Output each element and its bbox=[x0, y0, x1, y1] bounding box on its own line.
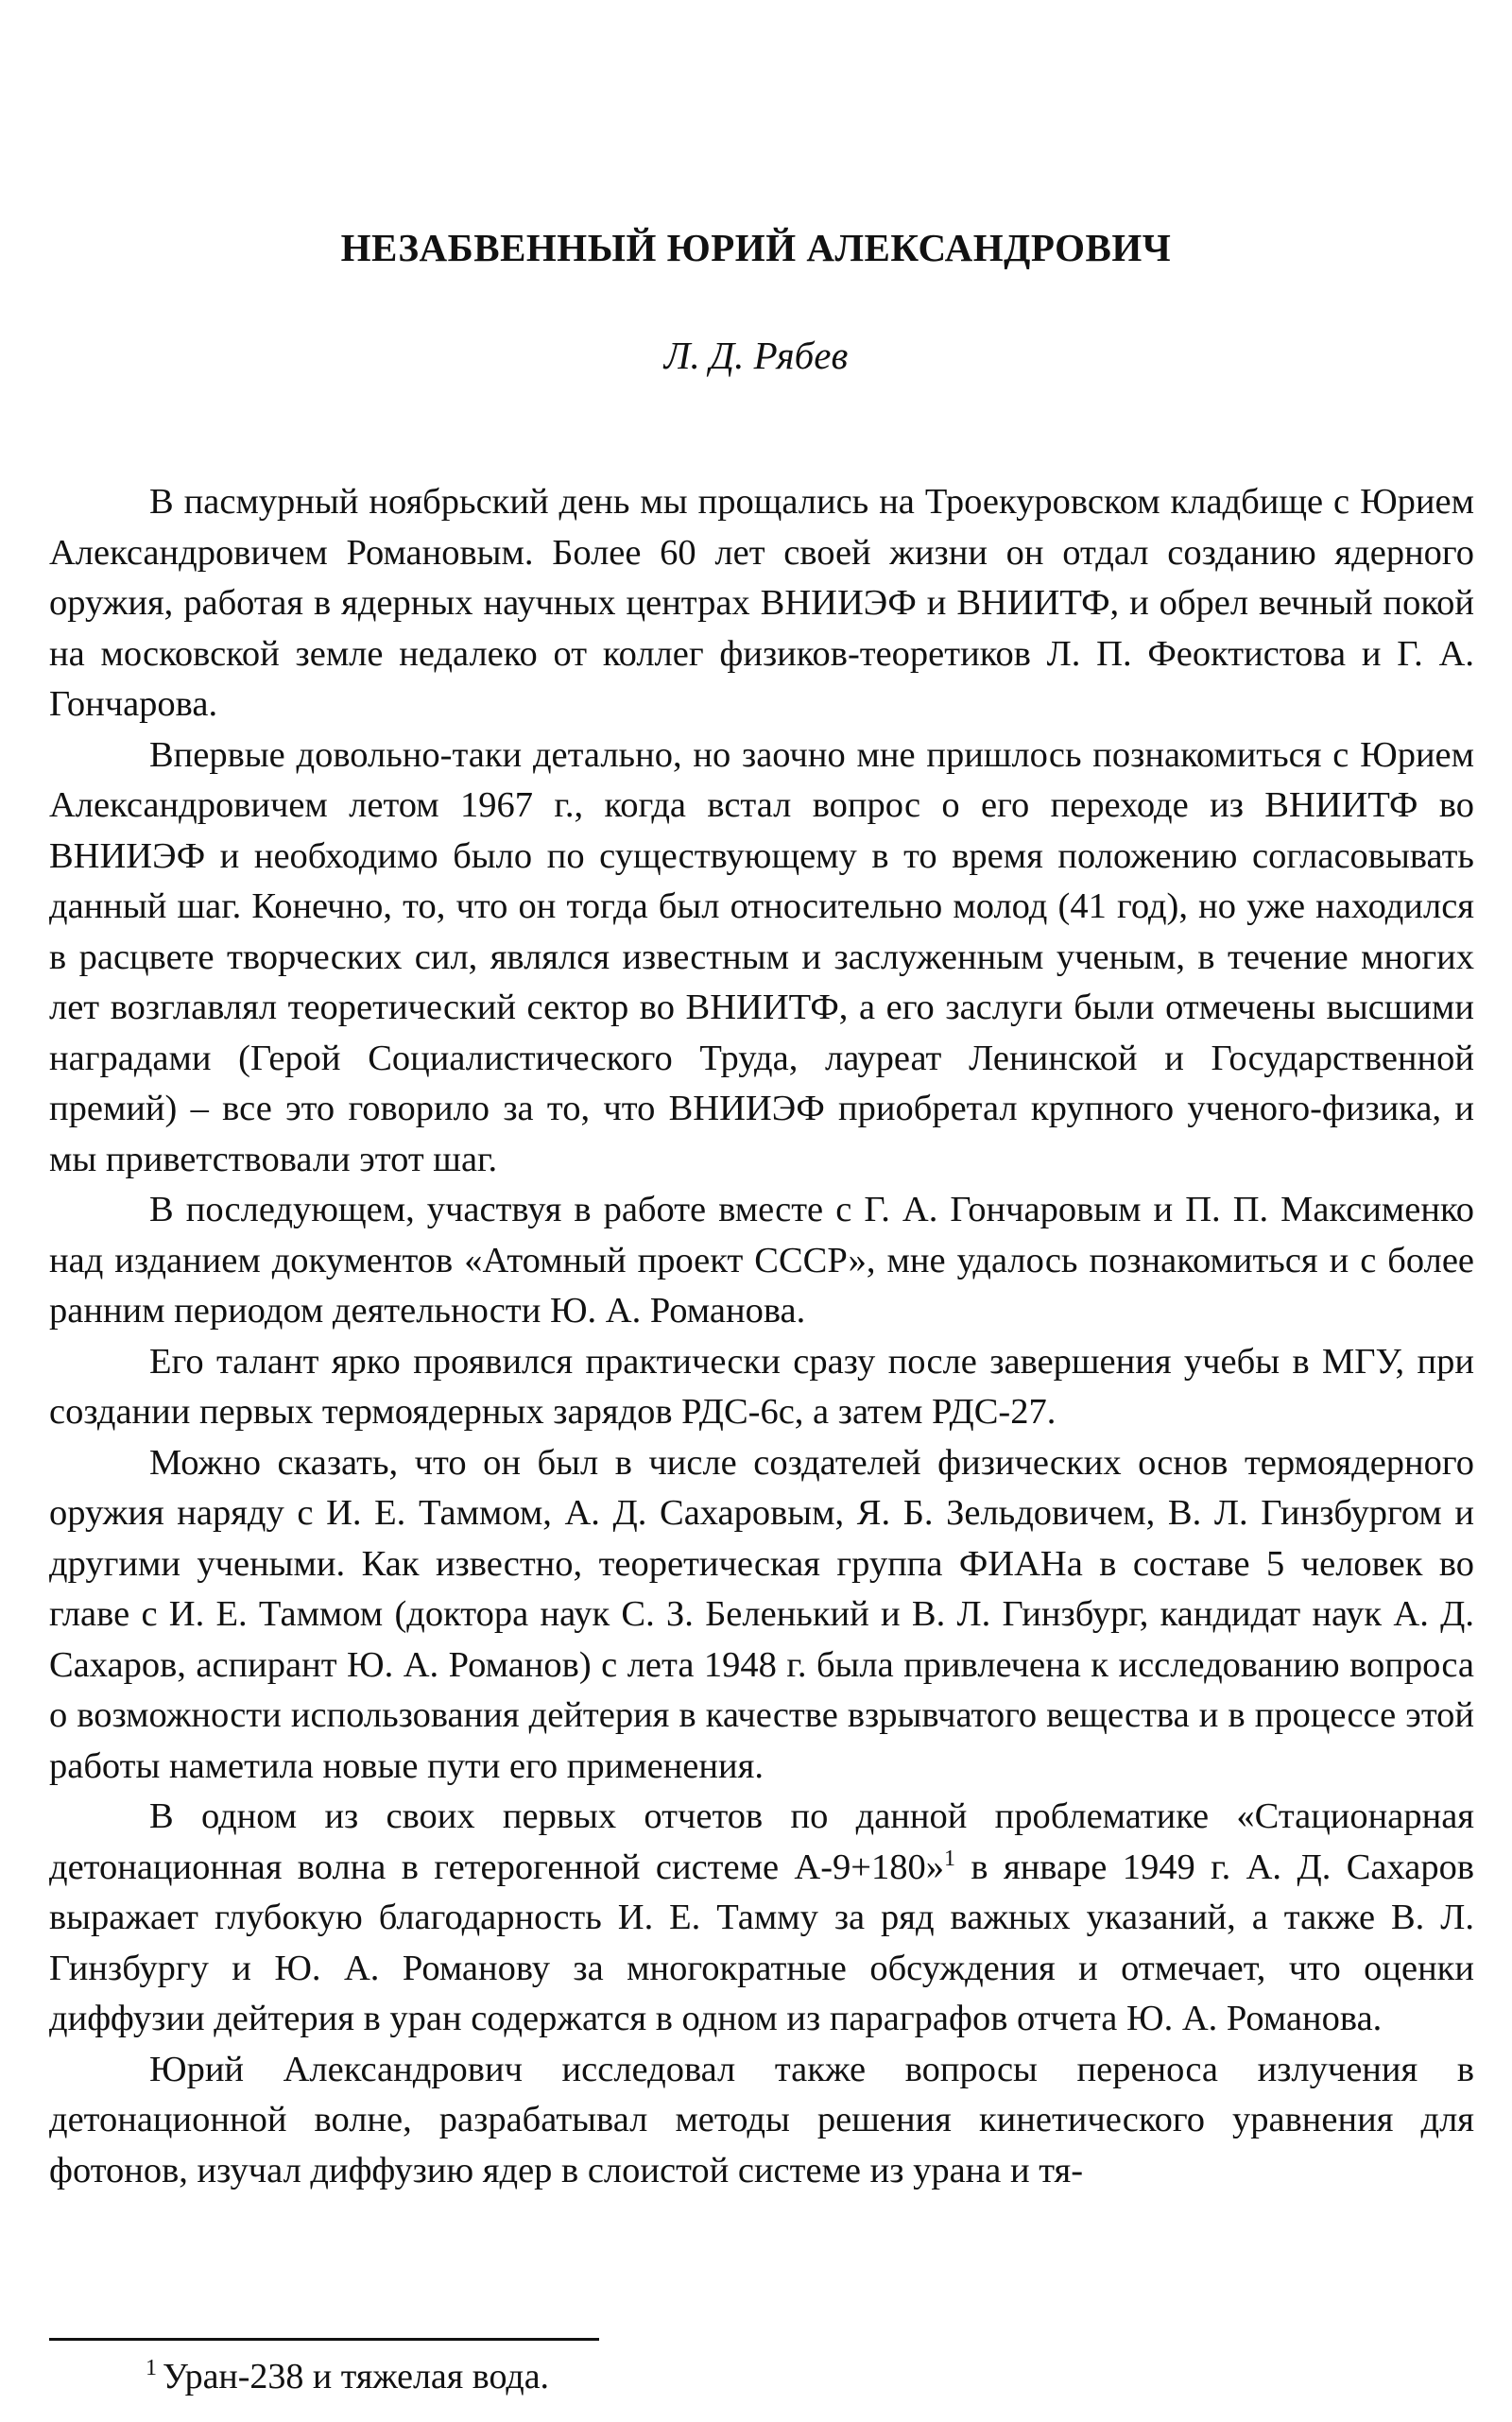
footnote-text: Уран-238 и тяжелая вода. bbox=[163, 2357, 550, 2396]
paragraph: Можно сказать, что он был в числе создателей физических основ термоядерного оружия наряду с И. Е. Таммом, А. Д. Сахаровым, Я. Б. Зельдовичем, В. Л. Гинзбургом и другими учеными. Как известно, теоретическая группа ФИАНа в составе 5 человек во главе с И. Е. Таммом (доктора наук С. З. Беленький и В. Л. Гинзбург, кандидат наук А. Д. Сахаров, аспирант Ю. А. Романов) с лета 1948 г. была привлечена к исследованию вопроса о возможности использования дейтерия в качестве взрывчатого вещества и в процессе этой работы наметила новые пути его применения. bbox=[49, 1442, 1474, 1786]
paragraph-text: в январе 1949 г. А. Д. Сахаров выражает глубокую благодарность И. Е. Тамму за ряд важных указаний, а также В. Л. Гинзбургу и Ю. А. Романову за многократные обсуждения и отмечает, что оценки диффузии дейтерия в уран содержатся в одном из параграфов отчета Ю. А. Романова. bbox=[49, 1847, 1474, 2038]
article-author: Л. Д. Рябев bbox=[663, 334, 849, 377]
paragraph-with-footnote bbox=[49, 1792, 1474, 2045]
footnote-reference: 1 bbox=[944, 1846, 956, 1871]
paragraph-text: В одном из своих первых отчетов по данной проблематике «Стационарная детонационная волна в гетерогенной системе А-9+180» bbox=[49, 1796, 1474, 1887]
paragraph: Впервые довольно-таки детально, но заочно мне пришлось познакомиться с Юрием Александровичем летом 1967 г., когда встал вопрос о его переходе из ВНИИТФ во ВНИИЭФ и необходимо было по существующему в то время положению согласовывать данный шаг. Конечно, то, что он тогда был относительно молод (41 год), но уже находился в расцвете творческих сил, являлся известным и заслуженным ученым, в течение многих лет возглавлял теоретический сектор во ВНИИТФ, а его заслуги были отмечены высшими наградами (Герой Социалистического Труда, лауреат Ленинской и Государственной премий) – все это говорило за то, что ВНИИЭФ приобретал крупного ученого-физика, и мы приветствовали этот шаг. bbox=[49, 734, 1474, 1179]
paragraph: В последующем, участвуя в работе вместе с Г. А. Гончаровым и П. П. Максименко над изданием документов «Атомный проект СССР», мне удалось познакомиться и с более ранним периодом деятельности Ю. А. Романова. bbox=[49, 1190, 1474, 1331]
paragraph: Юрий Александрович исследовал также вопросы переноса излучения в детонационной волне, разрабатывал методы решения кинетического уравнения для фотонов, изучал диффузию ядер в слоистой системе из урана и тя- bbox=[49, 2049, 1474, 2190]
footnote-mark: 1 bbox=[146, 2356, 157, 2381]
footnote-separator bbox=[49, 2338, 599, 2341]
article-title: НЕЗАБВЕННЫЙ ЮРИЙ АЛЕКСАНДРОВИЧ bbox=[340, 226, 1172, 269]
paragraph: Его талант ярко проявился практически сразу после завершения учебы в МГУ, при создании первых термоядерных зарядов РДС-6с, а затем РДС-27. bbox=[49, 1341, 1474, 1432]
footnote bbox=[146, 2353, 1374, 2400]
article-body bbox=[49, 477, 1474, 2196]
paragraph: В пасмурный ноябрьский день мы прощались на Троекуровском кладбище с Юрием Александровичем Романовым. Более 60 лет своей жизни он отдал созданию ядерного оружия, работая в ядерных научных центрах ВНИИЭФ и ВНИИТФ, и обрел вечный покой на московской земле недалеко от коллег физиков-теоретиков Л. П. Феоктистова и Г. А. Гончарова. bbox=[49, 482, 1474, 724]
